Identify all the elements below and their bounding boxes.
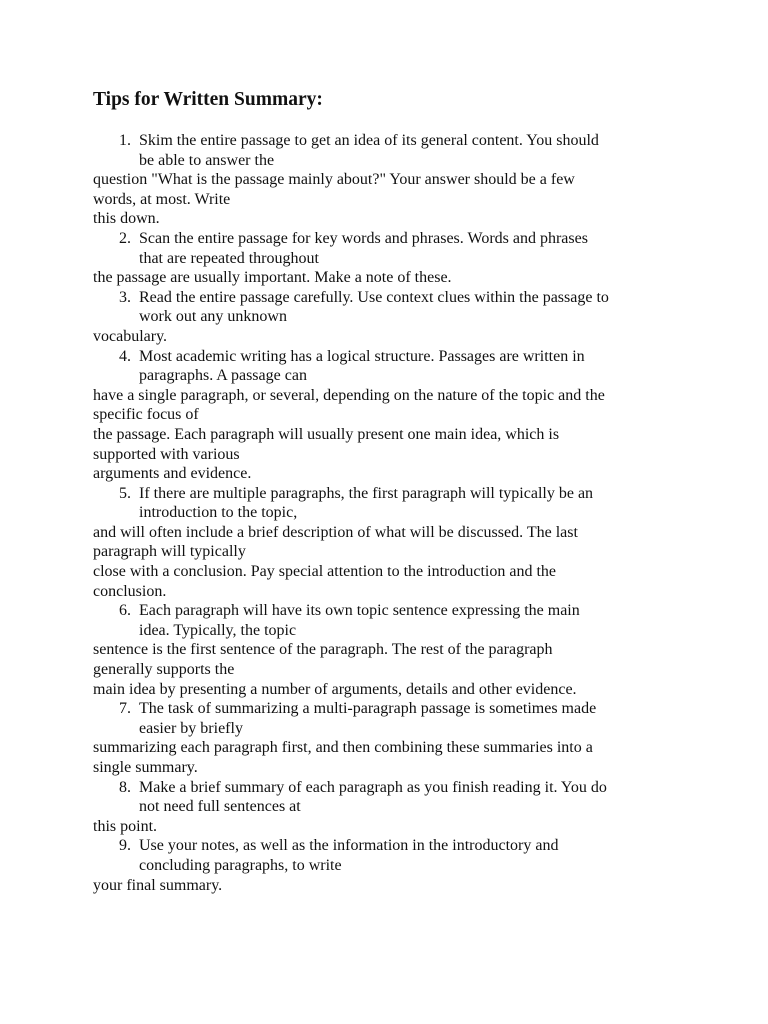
list-item-head — [93, 484, 693, 523]
tips-list — [93, 131, 693, 895]
list-item-head — [93, 131, 693, 170]
document-title: Tips for Written Summary: — [93, 89, 323, 110]
list-item-continuation: question "What is the passage mainly about?" Your answer should be a few — [93, 171, 575, 189]
list-item-number: 5. — [119, 484, 131, 502]
list-item-line: Use your notes, as well as the information in the introductory and — [139, 837, 559, 855]
list-item-line: The task of summarizing a multi-paragraph passage is sometimes made — [139, 700, 597, 718]
list-item — [93, 778, 693, 837]
list-item-continuation: single summary. — [93, 759, 198, 776]
list-item-line: paragraphs. A passage can — [139, 367, 307, 385]
list-item-line: idea. Typically, the topic — [139, 621, 297, 639]
list-item-line: If there are multiple paragraphs, the first paragraph will typically be an — [139, 484, 594, 502]
list-item-line: Skim the entire passage to get an idea of its general content. You should — [139, 132, 599, 149]
list-item-line: not need full sentences at — [139, 798, 301, 816]
list-item-line: Read the entire passage carefully. Use context clues within the passage to — [139, 288, 609, 306]
list-item-number: 3. — [119, 288, 131, 306]
list-item-number: 4. — [119, 347, 131, 365]
list-item-number: 2. — [119, 229, 131, 247]
list-item-line: work out any unknown — [139, 308, 287, 326]
list-item-head — [93, 229, 693, 268]
list-item — [93, 288, 693, 347]
list-item-continuation: paragraph will typically — [93, 543, 246, 561]
list-item-number: 8. — [119, 778, 131, 796]
list-item-continuation: specific focus of — [93, 406, 199, 424]
list-item — [93, 836, 693, 895]
list-item-head — [93, 601, 693, 640]
list-item-line: easier by briefly — [139, 719, 243, 737]
list-item-head — [93, 288, 693, 327]
list-item-line: Make a brief summary of each paragraph as you finish reading it. You do — [139, 778, 607, 796]
list-item-line: introduction to the topic, — [139, 504, 298, 522]
list-item-continuation: this down. — [93, 210, 160, 228]
list-item — [93, 601, 693, 699]
list-item-head — [93, 778, 693, 817]
list-item-number: 9. — [119, 837, 131, 855]
list-item-line: concluding paragraphs, to write — [139, 856, 342, 874]
list-item-continuation: this point. — [93, 817, 158, 835]
list-item — [93, 699, 693, 777]
list-item — [93, 347, 693, 484]
list-item-line: Most academic writing has a logical structure. Passages are written in — [139, 347, 585, 365]
list-item — [93, 131, 693, 229]
list-item-continuation: generally supports the — [93, 661, 235, 679]
list-item-head — [93, 836, 693, 875]
list-item-line: Scan the entire passage for key words and phrases. Words and phrases — [139, 229, 588, 247]
list-item-head — [93, 699, 693, 738]
list-item-continuation: the passage are usually important. Make a note of these. — [93, 269, 452, 287]
list-item-line: that are repeated throughout — [139, 249, 319, 267]
list-item-continuation: conclusion. — [93, 582, 167, 600]
list-item-number: 7. — [119, 700, 131, 718]
list-item — [93, 484, 693, 602]
list-item-continuation: your final summary. — [93, 876, 223, 894]
list-item-continuation: have a single paragraph, or several, depending on the nature of the topic and the — [93, 386, 605, 404]
list-item-number: 6. — [119, 602, 131, 620]
list-item-continuation: main idea by presenting a number of arguments, details and other evidence. — [93, 680, 577, 698]
list-item-continuation: vocabulary. — [93, 327, 168, 345]
list-item-continuation: summarizing each paragraph first, and then combining these summaries into a — [93, 739, 593, 757]
list-item-line: Each paragraph will have its own topic sentence expressing the main — [139, 602, 580, 620]
list-item-continuation: the passage. Each paragraph will usually present one main idea, which is — [93, 425, 560, 443]
list-item — [93, 229, 693, 288]
list-item-continuation: arguments and evidence. — [93, 465, 252, 483]
list-item-head — [93, 347, 693, 386]
list-item-continuation: close with a conclusion. Pay special attention to the introduction and the — [93, 563, 556, 581]
list-item-continuation: words, at most. Write — [93, 190, 231, 208]
list-item-continuation: and will often include a brief description of what will be discussed. The last — [93, 523, 578, 541]
list-item-continuation: supported with various — [93, 445, 240, 463]
list-item-continuation: sentence is the first sentence of the paragraph. The rest of the paragraph — [93, 641, 553, 659]
list-item-line: be able to answer the — [139, 151, 275, 169]
list-item-number: 1. — [119, 132, 131, 149]
